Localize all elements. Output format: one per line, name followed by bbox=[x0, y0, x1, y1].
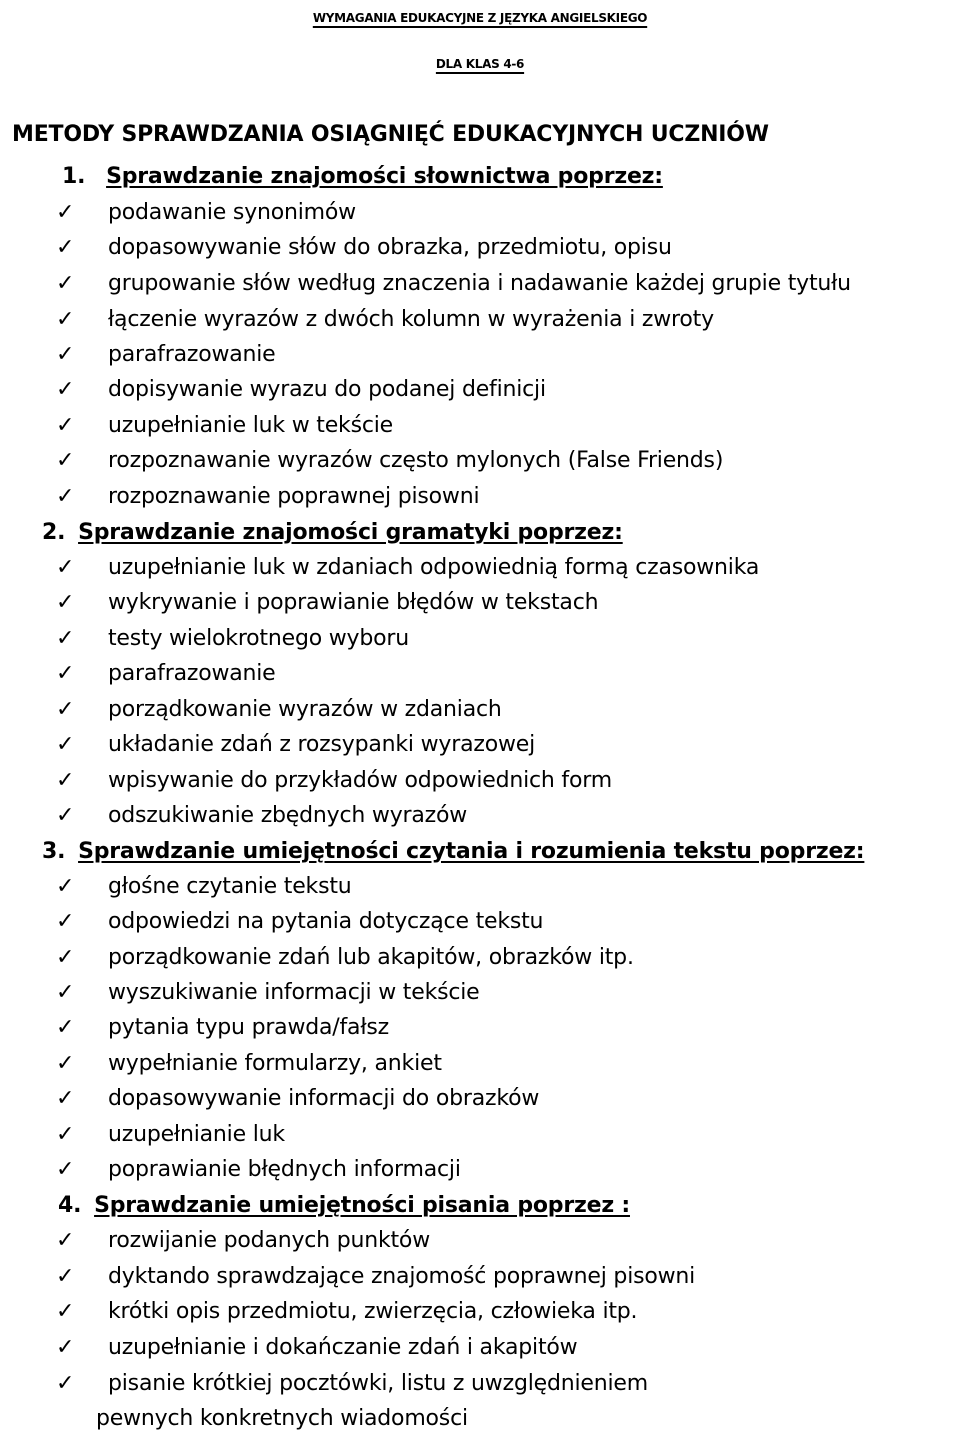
section-1-heading bbox=[62, 162, 663, 192]
list-item-continuation: pewnych konkretnych wiadomości bbox=[96, 1406, 468, 1431]
section-title: Sprawdzanie umiejętności czytania i rozumienia tekstu poprzez: bbox=[78, 839, 865, 864]
check-icon: ✓ bbox=[56, 1299, 75, 1324]
list-item: ✓ dopasowywanie słów do obrazka, przedmiotu, opisu bbox=[56, 233, 672, 263]
check-icon: ✓ bbox=[56, 1157, 75, 1182]
check-icon: ✓ bbox=[56, 661, 75, 686]
check-icon: ✓ bbox=[56, 200, 75, 225]
check-icon: ✓ bbox=[56, 945, 75, 970]
list-item: ✓ pytania typu prawda/fałsz bbox=[56, 1013, 389, 1043]
list-item: ✓ parafrazowanie bbox=[56, 340, 276, 370]
list-item: ✓ wypełnianie formularzy, ankiet bbox=[56, 1049, 442, 1079]
document-title-line-2: DLA KLAS 4-6 bbox=[435, 57, 525, 71]
list-item: ✓ łączenie wyrazów z dwóch kolumn w wyrażenia i zwroty bbox=[56, 305, 714, 335]
document-title-line-1: WYMAGANIA EDUKACYJNE Z JĘZYKA ANGIELSKIEGO bbox=[312, 11, 648, 25]
list-item: ✓ uzupełnianie luk bbox=[56, 1120, 285, 1150]
check-icon: ✓ bbox=[56, 235, 75, 260]
methods-heading: METODY SPRAWDZANIA OSIĄGNIĘĆ EDUKACYJNYCH UCZNIÓW bbox=[12, 122, 769, 147]
section-number: 2. bbox=[42, 520, 66, 545]
list-item: ✓ odszukiwanie zbędnych wyrazów bbox=[56, 801, 467, 831]
check-icon: ✓ bbox=[56, 874, 75, 899]
check-icon: ✓ bbox=[56, 732, 75, 757]
section-number: 3. bbox=[42, 839, 66, 864]
check-icon: ✓ bbox=[56, 271, 75, 296]
check-icon: ✓ bbox=[56, 1371, 75, 1396]
check-icon: ✓ bbox=[56, 803, 75, 828]
list-item: ✓ rozpoznawanie poprawnej pisowni bbox=[56, 482, 479, 512]
check-icon: ✓ bbox=[56, 1122, 75, 1147]
list-item: ✓ dyktando sprawdzające znajomość poprawnej pisowni bbox=[56, 1262, 695, 1292]
list-item: ✓ uzupełnianie luk w tekście bbox=[56, 411, 393, 441]
list-item: ✓ grupowanie słów według znaczenia i nadawanie każdej grupie tytułu bbox=[56, 269, 851, 299]
check-icon: ✓ bbox=[56, 342, 75, 367]
list-item: ✓ krótki opis przedmiotu, zwierzęcia, człowieka itp. bbox=[56, 1297, 637, 1327]
check-icon: ✓ bbox=[56, 1015, 75, 1040]
list-item: ✓ poprawianie błędnych informacji bbox=[56, 1155, 461, 1185]
list-item: ✓ dopasowywanie informacji do obrazków bbox=[56, 1084, 539, 1114]
check-icon: ✓ bbox=[56, 626, 75, 651]
list-item: ✓ testy wielokrotnego wyboru bbox=[56, 624, 409, 654]
section-number: 4. bbox=[58, 1193, 82, 1218]
check-icon: ✓ bbox=[56, 1335, 75, 1360]
check-icon: ✓ bbox=[56, 413, 75, 438]
list-item: ✓ rozpoznawanie wyrazów często mylonych (False Friends) bbox=[56, 446, 723, 476]
check-icon: ✓ bbox=[56, 1051, 75, 1076]
list-item: ✓ rozwijanie podanych punktów bbox=[56, 1226, 430, 1256]
list-item: ✓ wykrywanie i poprawianie błędów w tekstach bbox=[56, 588, 598, 618]
list-item: ✓ wyszukiwanie informacji w tekście bbox=[56, 978, 480, 1008]
list-item: ✓ porządkowanie zdań lub akapitów, obrazków itp. bbox=[56, 943, 634, 973]
check-icon: ✓ bbox=[56, 484, 75, 509]
check-icon: ✓ bbox=[56, 1228, 75, 1253]
section-title: Sprawdzanie umiejętności pisania poprzez : bbox=[94, 1193, 630, 1218]
check-icon: ✓ bbox=[56, 377, 75, 402]
list-item: ✓ układanie zdań z rozsypanki wyrazowej bbox=[56, 730, 535, 760]
list-item: ✓ uzupełnianie i dokańczanie zdań i akapitów bbox=[56, 1333, 577, 1363]
list-item: ✓ pisanie krótkiej pocztówki, listu z uwzględnieniem bbox=[56, 1369, 648, 1399]
section-4-heading bbox=[58, 1191, 630, 1221]
list-item: ✓ wpisywanie do przykładów odpowiednich form bbox=[56, 766, 612, 796]
list-item: ✓ głośne czytanie tekstu bbox=[56, 872, 352, 902]
section-3-heading bbox=[42, 837, 864, 867]
list-item: ✓ uzupełnianie luk w zdaniach odpowiednią formą czasownika bbox=[56, 553, 759, 583]
check-icon: ✓ bbox=[56, 448, 75, 473]
check-icon: ✓ bbox=[56, 697, 75, 722]
section-title: Sprawdzanie znajomości gramatyki poprzez: bbox=[78, 520, 623, 545]
check-icon: ✓ bbox=[56, 1264, 75, 1289]
check-icon: ✓ bbox=[56, 307, 75, 332]
check-icon: ✓ bbox=[56, 909, 75, 934]
list-item: ✓ porządkowanie wyrazów w zdaniach bbox=[56, 695, 502, 725]
list-item: ✓ odpowiedzi na pytania dotyczące tekstu bbox=[56, 907, 543, 937]
list-item: ✓ parafrazowanie bbox=[56, 659, 276, 689]
list-item: ✓ dopisywanie wyrazu do podanej definicji bbox=[56, 375, 546, 405]
check-icon: ✓ bbox=[56, 768, 75, 793]
section-title: Sprawdzanie znajomości słownictwa poprzez: bbox=[106, 164, 663, 189]
check-icon: ✓ bbox=[56, 555, 75, 580]
list-item: ✓ podawanie synonimów bbox=[56, 198, 356, 228]
check-icon: ✓ bbox=[56, 980, 75, 1005]
section-2-heading bbox=[42, 518, 623, 548]
check-icon: ✓ bbox=[56, 590, 75, 615]
check-icon: ✓ bbox=[56, 1086, 75, 1111]
section-number: 1. bbox=[62, 164, 86, 189]
